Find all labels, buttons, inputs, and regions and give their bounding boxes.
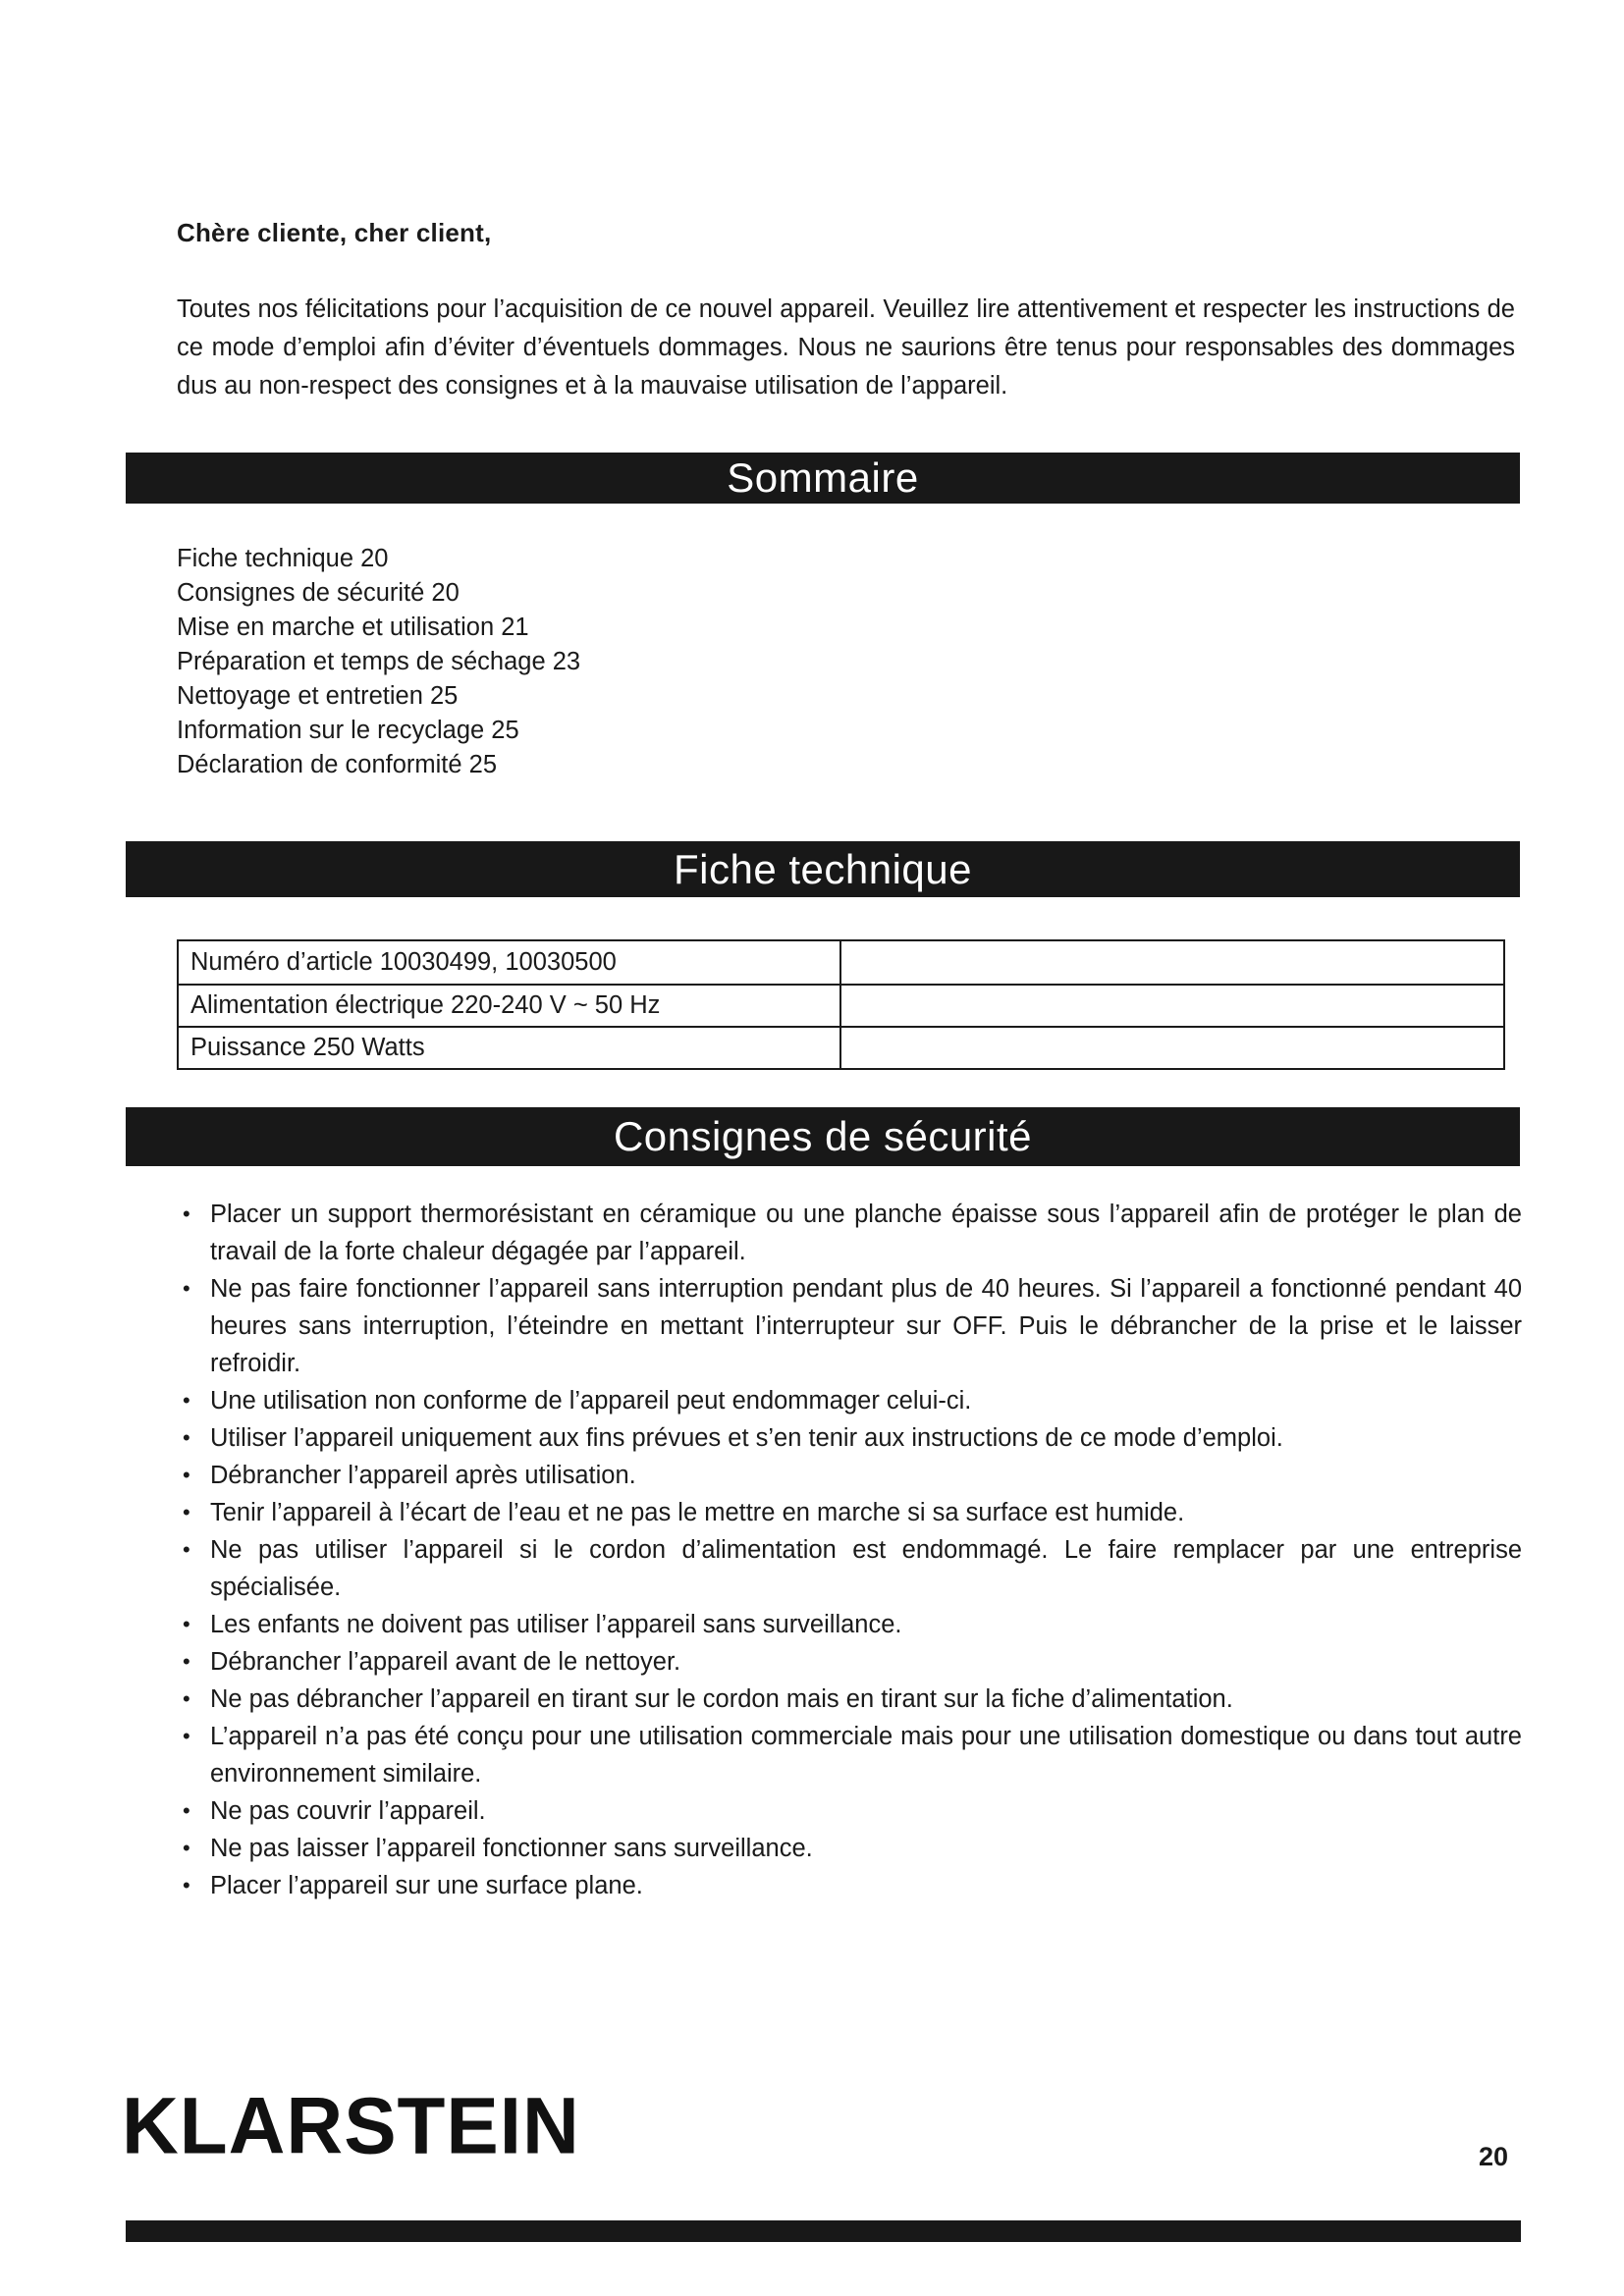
section-title-sommaire: Sommaire [727,454,919,501]
table-row [179,941,1503,984]
safety-item: • Placer l’appareil sur une surface plane. [177,1867,1522,1904]
safety-item: • Placer un support thermorésistant en céramique ou une planche épaisse sous l’appareil afin de protéger le plan de travail de la forte chaleur dégagée par l’appareil. [177,1196,1522,1270]
table-cell-label: Numéro d’article 10030499, 10030500 [179,941,841,984]
toc-item: Fiche technique 20 [177,545,389,572]
toc-item: Consignes de sécurité 20 [177,579,460,607]
toc-item: Information sur le recyclage 25 [177,717,519,744]
safety-item: • Ne pas faire fonctionner l’appareil sans interruption pendant plus de 40 heures. Si l’appareil a fonctionné pendant 40 heures sans interruption, l’éteindre en mettant l’interrupteur sur OFF. Puis le débrancher de la prise et le laisser refroidir. [177,1270,1522,1382]
table-cell-empty [841,1028,1504,1068]
safety-item: • Utiliser l’appareil uniquement aux fins prévues et s’en tenir aux instructions de ce mode d’emploi. [177,1419,1522,1457]
toc-list [177,542,580,782]
table-cell-label: Alimentation électrique 220-240 V ~ 50 Hz [179,986,841,1026]
table-cell-label: Puissance 250 Watts [179,1028,841,1068]
safety-item: • Débrancher l’appareil avant de le nettoyer. [177,1643,1522,1681]
safety-item: • Tenir l’appareil à l’écart de l’eau et ne pas le mettre en marche si sa surface est humide. [177,1494,1522,1531]
safety-item: • Ne pas débrancher l’appareil en tirant sur le cordon mais en tirant sur la fiche d’alimentation. [177,1681,1522,1718]
section-title-consignes: Consignes de sécurité [613,1113,1033,1159]
brand-logo: KLARSTEIN [122,2081,580,2170]
table-cell-empty [841,941,1504,984]
page-number: 20 [1478,2142,1508,2171]
section-banner-fiche-technique [126,841,1520,897]
section-banner-sommaire [126,453,1520,504]
footer-bar [126,2220,1521,2242]
toc-item: Nettoyage et entretien 25 [177,682,459,710]
toc-item: Déclaration de conformité 25 [177,751,498,778]
safety-item: • Ne pas couvrir l’appareil. [177,1792,1522,1830]
section-title-fiche-technique: Fiche technique [673,845,973,892]
safety-item: • Les enfants ne doivent pas utiliser l’appareil sans surveillance. [177,1606,1522,1643]
greeting-text: Chère cliente, cher client, [177,218,492,247]
table-row [179,1026,1503,1068]
safety-item: • Ne pas utiliser l’appareil si le cordon d’alimentation est endommagé. Le faire remplacer par une entreprise spécialisée. [177,1531,1522,1606]
safety-item: • Une utilisation non conforme de l’appareil peut endommager celui-ci. [177,1382,1522,1419]
safety-list [177,1196,1522,1904]
safety-item: • Débrancher l’appareil après utilisation. [177,1457,1522,1494]
toc-item: Préparation et temps de séchage 23 [177,648,581,675]
safety-item: • Ne pas laisser l’appareil fonctionner sans surveillance. [177,1830,1522,1867]
intro-paragraph: Toutes nos félicitations pour l’acquisition de ce nouvel appareil. Veuillez lire attentivement et respecter les instructions de ce mode d’emploi afin d’éviter d’éventuels dommages. Nous ne saurions être tenus pour responsables des dommages dus au non-respect des consignes et à la mauvaise utilisation de l’appareil. [177,295,1515,400]
toc-item: Mise en marche et utilisation 21 [177,614,529,641]
section-banner-consignes [126,1107,1520,1166]
safety-item: • L’appareil n’a pas été conçu pour une utilisation commerciale mais pour une utilisation domestique ou dans tout autre environnement similaire. [177,1718,1522,1792]
spec-table [177,939,1505,1070]
table-row [179,984,1503,1026]
table-cell-empty [841,986,1504,1026]
